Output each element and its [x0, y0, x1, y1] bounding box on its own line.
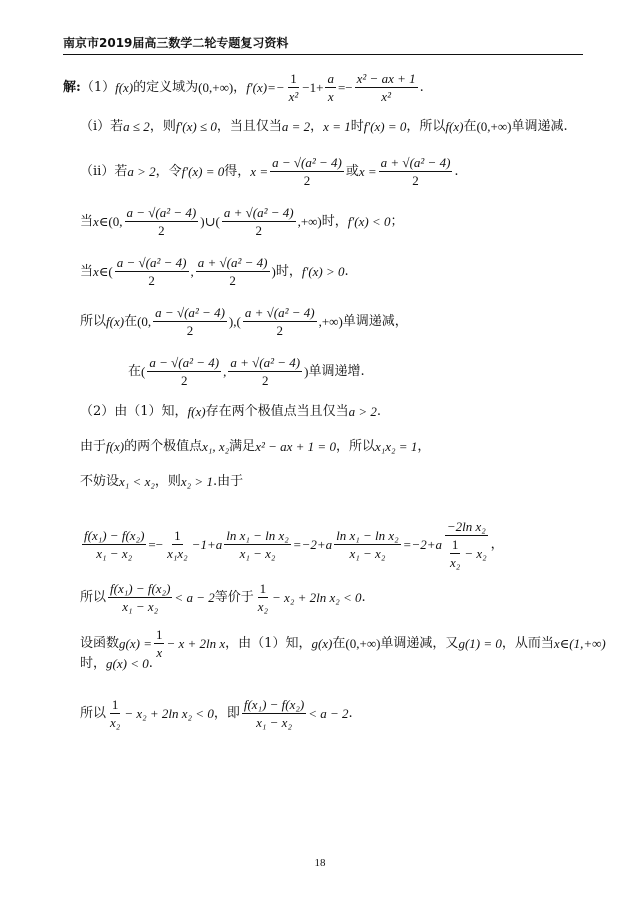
denominator: x₂ — [110, 715, 121, 730]
text: 所以 — [80, 590, 107, 605]
math-derivative: f′(x)=− — [246, 80, 285, 95]
fraction — [153, 306, 227, 337]
text: 单调递减. — [511, 119, 568, 134]
math: (0,+∞) — [345, 636, 381, 651]
fraction — [224, 529, 291, 560]
math: x₁, x₂ — [202, 439, 230, 454]
text: 所以 — [80, 706, 107, 721]
solution-line-5 — [80, 256, 349, 287]
solution-line-15 — [80, 698, 353, 729]
text: （ii）若 — [80, 164, 128, 179]
numerator: −2ln x₂ — [446, 519, 486, 534]
solution-line-8 — [80, 405, 381, 418]
numerator: a − √(a² − 4) — [116, 255, 187, 270]
math-domain: (0,+∞) — [198, 80, 234, 95]
math: ),( — [228, 314, 241, 329]
text: 的两个极值点 — [124, 439, 203, 454]
denominator: 2 — [261, 373, 269, 388]
math: − x + 2ln x — [166, 636, 226, 651]
text: ； — [390, 214, 404, 229]
text: ， — [233, 80, 247, 95]
text: 不妨设 — [80, 474, 120, 489]
numerator: 1 — [174, 528, 181, 543]
math: f(x) — [106, 439, 125, 454]
denominator: x² — [288, 89, 299, 104]
math: − x₂ + 2ln x₂ < 0 — [272, 590, 362, 605]
solution-line-12 — [80, 582, 366, 613]
math: − x₂ — [464, 546, 487, 561]
math-text: −1+ — [302, 80, 324, 95]
denominator: x₁ − x₂ — [256, 715, 292, 730]
math: x₁ < x₂ — [119, 474, 155, 489]
fraction — [154, 628, 165, 659]
solution-line-6 — [80, 306, 408, 337]
text: . — [148, 656, 153, 671]
text: ，所以 — [406, 119, 446, 134]
denominator: x₁x₂ — [167, 546, 188, 561]
denominator: x — [327, 89, 334, 104]
nested-fraction — [448, 538, 462, 569]
fraction — [82, 529, 146, 560]
fraction — [243, 306, 317, 337]
denominator: 2 — [158, 223, 165, 238]
math: (0,+∞) — [476, 119, 512, 134]
text: 所以 — [80, 314, 107, 329]
math: g(1) = 0 — [458, 636, 502, 651]
denominator: x₁ − x₂ — [96, 546, 133, 561]
text: ，由（1）知， — [225, 636, 312, 651]
text: 当 — [80, 264, 94, 279]
numerator: a + √(a² − 4) — [197, 255, 268, 270]
solution-line-2 — [80, 120, 568, 133]
numerator: a + √(a² − 4) — [223, 205, 294, 220]
math: ,+∞) — [297, 214, 322, 229]
text: 在 — [128, 364, 142, 379]
math: =− — [148, 537, 164, 552]
math: x∈(1,+∞) — [553, 636, 606, 651]
solution-line-14 — [80, 657, 153, 670]
text: ，令 — [155, 164, 182, 179]
math: g(x) = — [119, 636, 152, 651]
fraction — [379, 156, 453, 187]
denominator: x₁ − x₂ — [122, 599, 159, 614]
text: ，当且仅当 — [216, 119, 282, 134]
solution-line-9 — [80, 440, 430, 453]
math-text: =− — [337, 80, 353, 95]
text: 满足 — [229, 439, 256, 454]
fraction — [196, 256, 270, 287]
fraction — [165, 529, 190, 560]
denominator: 2 — [276, 323, 283, 338]
text: 由于 — [80, 439, 107, 454]
text: 时， — [275, 264, 302, 279]
text: 单调递增. — [308, 364, 365, 379]
text: ， — [490, 537, 504, 552]
denominator: 2 — [412, 173, 419, 188]
math: ) — [304, 364, 309, 379]
fraction — [355, 72, 418, 103]
text: 设函数 — [80, 636, 120, 651]
header-title: 南京市2019届高三数学二轮专题复习资料 — [63, 36, 289, 50]
math: x₂ > 1 — [180, 474, 213, 489]
solution-line-10 — [80, 475, 243, 488]
math: a ≤ 2 — [123, 119, 150, 134]
solution-line-11 — [80, 520, 504, 569]
math: x = — [358, 164, 377, 179]
fraction — [222, 206, 296, 237]
numerator: 1 — [155, 627, 163, 642]
text: 在 — [463, 119, 477, 134]
math: f′(x) = 0 — [181, 164, 225, 179]
denominator: x₂ — [450, 555, 461, 570]
fraction — [325, 72, 336, 103]
page-header — [63, 34, 583, 55]
text: ，则 — [149, 119, 176, 134]
math: a = 2 — [281, 119, 311, 134]
math: a > 2 — [348, 404, 377, 419]
text: 在 — [124, 314, 138, 329]
text: （i）若 — [80, 119, 124, 134]
fraction — [287, 72, 301, 103]
fraction — [334, 529, 401, 560]
numerator: ln x₁ − ln x₂ — [226, 528, 289, 543]
numerator: 1 — [290, 71, 297, 86]
math: g(x) < 0 — [106, 656, 149, 671]
math-fx: f(x) — [115, 80, 134, 95]
solution-line-13 — [80, 628, 606, 659]
text: . — [361, 590, 366, 605]
math: a > 2 — [127, 164, 156, 179]
math: −1+a — [191, 537, 223, 552]
numerator: a − √(a² − 4) — [155, 305, 225, 320]
math: (0, — [137, 314, 152, 329]
numerator: f(x₁) − f(x₂) — [110, 581, 171, 596]
text: 在 — [332, 636, 346, 651]
math: (0, — [108, 214, 123, 229]
text: ，则 — [154, 474, 181, 489]
fraction — [228, 356, 302, 387]
math: x∈ — [93, 214, 109, 229]
fraction — [256, 582, 270, 613]
text: 单调递减，又 — [380, 636, 459, 651]
math: − x₂ + 2ln x₂ < 0 — [124, 706, 214, 721]
math: =−2+a — [402, 537, 443, 552]
math: f(x) — [187, 404, 206, 419]
denominator: 2 — [255, 223, 262, 238]
math: < a − 2 — [308, 706, 349, 721]
numerator: a − √(a² − 4) — [272, 155, 342, 170]
denominator: 2 — [186, 323, 194, 338]
page-number: 18 — [314, 857, 326, 869]
math: ,+∞) — [318, 314, 343, 329]
numerator: 1 — [451, 537, 459, 552]
solution-line-4 — [80, 206, 403, 237]
math: f′(x) ≤ 0 — [175, 119, 217, 134]
math: ( — [141, 364, 146, 379]
denominator — [444, 536, 489, 569]
text: 等价于 — [214, 590, 254, 605]
math: f′(x) < 0 — [347, 214, 391, 229]
denominator: x — [156, 645, 163, 660]
denominator: 2 — [148, 273, 155, 288]
numerator: a − √(a² − 4) — [126, 205, 197, 220]
denominator: 2 — [303, 173, 311, 188]
solution-label: 解: — [63, 80, 81, 95]
math: )∪( — [200, 214, 220, 229]
math: x = — [250, 164, 269, 179]
math: f(x) — [106, 314, 125, 329]
text: 存在两个极值点当且仅当 — [205, 404, 349, 419]
text: 时， — [321, 214, 348, 229]
denominator: x² — [381, 89, 391, 104]
numerator: a — [327, 71, 334, 86]
numerator: 1 — [259, 581, 267, 596]
math: x₁x₂ = 1 — [374, 439, 418, 454]
text: ， — [417, 439, 431, 454]
numerator: a + √(a² − 4) — [230, 355, 301, 370]
solution-line-1 — [63, 72, 424, 103]
numerator: f(x₁) − f(x₂) — [243, 697, 305, 712]
fraction — [147, 356, 221, 387]
math: x = 1 — [323, 119, 351, 134]
math: ( — [108, 264, 113, 279]
fraction — [444, 520, 489, 569]
fraction — [242, 698, 306, 729]
numerator: a + √(a² − 4) — [244, 305, 315, 320]
text: 单调递减， — [342, 314, 408, 329]
text: ，从而当 — [501, 636, 554, 651]
numerator: f(x₁) − f(x₂) — [84, 528, 145, 543]
solution-line-3 — [80, 156, 459, 187]
fraction — [108, 582, 172, 613]
math: , — [190, 264, 194, 279]
text: .由于 — [212, 474, 244, 489]
text: 的定义域为 — [133, 80, 199, 95]
denominator: x₁ − x₂ — [349, 546, 386, 561]
math: f(x) — [445, 119, 464, 134]
math: , — [223, 364, 227, 379]
fraction — [108, 698, 122, 729]
math: g(x) — [311, 636, 333, 651]
text: 或 — [345, 164, 359, 179]
denominator: 2 — [229, 273, 236, 288]
numerator: 1 — [111, 697, 119, 712]
text: ， — [310, 119, 324, 134]
text: 时 — [350, 119, 364, 134]
numerator: a − √(a² − 4) — [149, 355, 220, 370]
text: . — [419, 80, 424, 95]
denominator: 2 — [180, 373, 188, 388]
text: 时， — [80, 656, 107, 671]
text: 得， — [224, 164, 251, 179]
denominator: x₂ — [257, 599, 269, 614]
text: 当 — [80, 214, 94, 229]
math: f′(x) > 0 — [301, 264, 345, 279]
math: =−2+a — [292, 537, 333, 552]
fraction — [115, 256, 189, 287]
part-label: （1） — [80, 80, 116, 95]
text: . — [344, 264, 349, 279]
fraction — [270, 156, 344, 187]
text: （2）由（1）知， — [80, 404, 188, 419]
text: . — [348, 706, 353, 721]
text: . — [454, 164, 459, 179]
numerator: ln x₁ − ln x₂ — [336, 528, 399, 543]
numerator: a + √(a² − 4) — [380, 155, 451, 170]
math: x² − ax + 1 = 0 — [255, 439, 336, 454]
fraction — [125, 206, 199, 237]
math: x∈ — [93, 264, 109, 279]
math: ) — [271, 264, 276, 279]
text: . — [376, 404, 382, 419]
solution-line-7 — [128, 356, 365, 387]
numerator: x² − ax + 1 — [356, 71, 416, 86]
text: ，即 — [213, 706, 240, 721]
denominator: x₁ − x₂ — [239, 546, 276, 561]
math: f′(x) = 0 — [363, 119, 407, 134]
text: ，所以 — [335, 439, 375, 454]
math: < a − 2 — [174, 590, 215, 605]
